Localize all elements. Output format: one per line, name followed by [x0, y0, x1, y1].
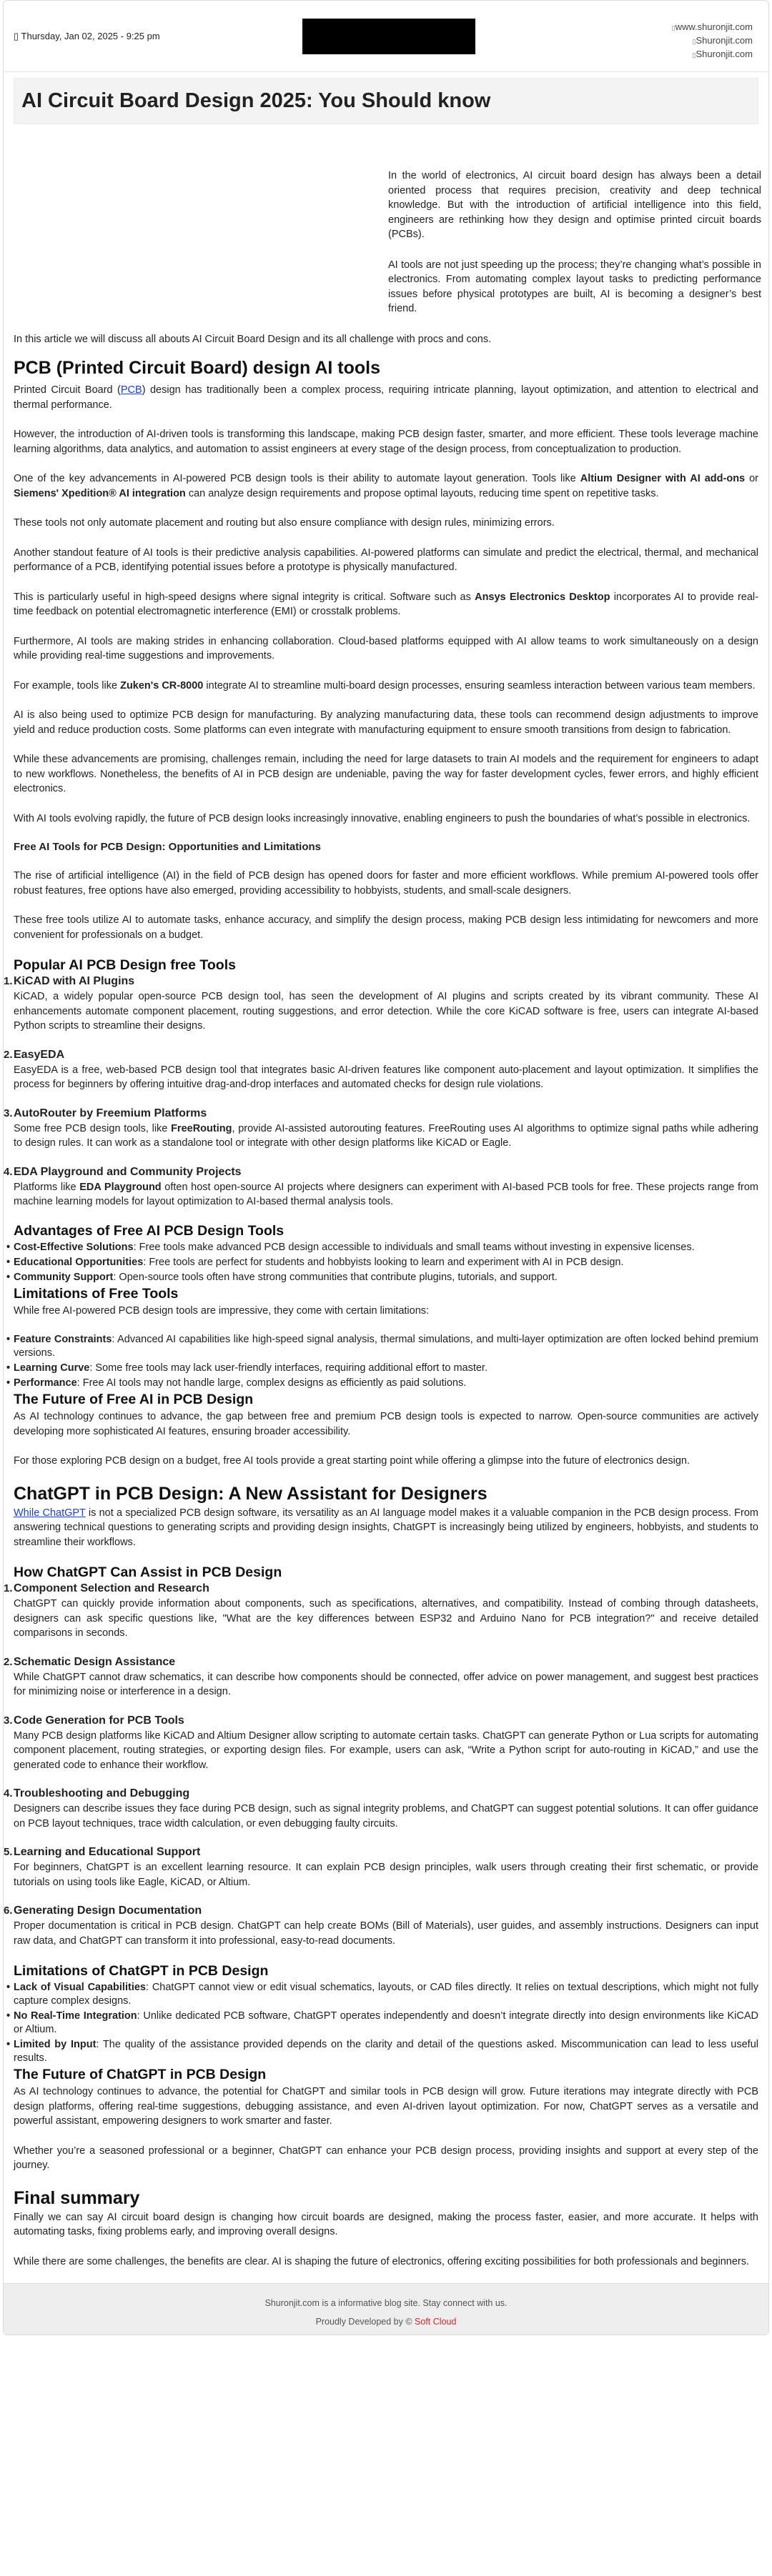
subsection-heading: Limitations of Free Tools — [14, 1285, 179, 1302]
footer-text: Shuronjit.com is a informative blog site. Stay connect with us. — [264, 2298, 508, 2308]
footer-credit: Proudly Developed by © Soft Cloud — [315, 2317, 457, 2327]
site-header — [4, 1, 768, 72]
item-text: Designers can describe issues they face during PCB design, such as signal integrity problems, and ChatGPT can suggest potential solutions. It can offer guidance on PCB layout techniques, trace width calculation, or even debugging faulty circuits. — [14, 1803, 758, 1829]
paragraph: As AI technology continues to advance, the potential for ChatGPT and similar tools in PCB design will grow. Future iterations may integrate directly with PCB design platforms, offering real-time suggestions, debugging assistance, and even AI-driven layout optimization. For now, ChatGPT serves as a versatile and powerful assistant, empowering designers to work smarter and faster. — [14, 2086, 758, 2127]
intro-paragraph: AI tools are not just speeding up the process; they’re changing what’s possible in electronics. From automating complex layout tasks to predicting performance issues before physical prototypes are built, AI is becoming a designer’s best friend. — [388, 259, 761, 314]
paragraph: With AI tools evolving rapidly, the future of PCB design looks increasingly innovative, enabling engineers to push the boundaries of what’s possible in electronics. — [14, 812, 751, 824]
article-title: AI Circuit Board Design 2025: You Should know — [14, 78, 758, 124]
chatgpt-link[interactable]: While ChatGPT — [14, 1507, 86, 1519]
list-item: 4. Troubleshooting and Debugging Designers can describe issues they face during PCB design, such as signal integrity problems, and ChatGPT can suggest potential solutions. It can offer guidance on PCB layout techniques, trace width calculation, or even debugging faulty circuits. — [14, 1787, 758, 1831]
item-heading: EasyEDA — [14, 1048, 65, 1061]
intro-paragraph: In the world of electronics, AI circuit board design has always been a detail oriented process that requires precision, creativity and deep technical knowledge. But with the introduction of artificial intelligence into this field, engineers are rethinking how they design and optimise printed circuit boards (PCBs). — [388, 170, 761, 240]
paragraph: This is particularly useful in high-speed designs where signal integrity is critical. Software such as Ansys Electronics Desktop incorporates AI to provide real-time feedback on potential electromagnetic interference (EMI) or crosstalk problems. — [14, 591, 758, 617]
item-heading: EDA Playground and Community Projects — [14, 1165, 242, 1178]
item-heading: Troubleshooting and Debugging — [14, 1787, 190, 1799]
lead-paragraph: In this article we will discuss all abouts AI Circuit Board Design and its all challenge with procs and cons. — [14, 333, 492, 345]
item-heading: Learning and Educational Support — [14, 1846, 201, 1858]
paragraph: Furthermore, AI tools are making strides in enhancing collaboration. Cloud-based platforms equipped with AI allow teams to work simultaneously on a design while providing real-time suggestions and improvements. — [14, 635, 758, 662]
item-text: ChatGPT can quickly provide information about components, such as specifications, alternatives, and compatibility. Instead of combing through datasheets, designers can ask specific questions like, "What are the key differences between ESP32 and Arduino Nano for PCB integration?" and receive detailed comparisons in seconds. — [14, 1598, 758, 1639]
page — [3, 0, 769, 2335]
section-heading: Final summary — [14, 2187, 140, 2208]
item-text: EasyEDA is a free, web-based PCB design tool that integrates basic AI-driven features like component auto-placement and layout optimization. It simplifies the process for beginners by offering intuitive drag-and-drop interfaces and automated checks for design rule violations. — [14, 1064, 758, 1090]
paragraph: These free tools utilize AI to automate tasks, enhance accuracy, and simplify the design process, making PCB design less intimidating for newcomers and more convenient for professionals on a budget. — [14, 914, 758, 941]
item-heading: AutoRouter by Freemium Platforms — [14, 1107, 207, 1119]
subsection-heading: How ChatGPT Can Assist in PCB Design — [14, 1564, 282, 1580]
site-logo[interactable] — [302, 19, 475, 54]
header-link[interactable]: ▯ www.shuronjit.com — [672, 21, 753, 34]
list-item: 4. EDA Playground and Community Projects Platforms like EDA Playground often host open-source AI projects where designers can experiment with AI-based PCB tools for free. These projects range from machine learning models for layout optimization to AI-based thermal analysis tools. — [14, 1166, 758, 1209]
article-content — [4, 78, 768, 2283]
list-item: • Educational Opportunities: Free tools are perfect for students and hobbyists looking to learn and experiment with AI in PCB design. — [14, 1256, 758, 1269]
list-item: 3. Code Generation for PCB Tools Many PCB design platforms like KiCAD and Altium Designer allow scripting to automate certain tasks. ChatGPT can generate Python or Lua scripts for automating component placement, routing strategies, or exporting design files. For example, users can ask, “Write a Python script for auto-routing in KiCAD,” and use the generated code to enhance their workflow. — [14, 1714, 758, 1773]
calendar-icon: ▯ — [14, 31, 21, 41]
item-text: For beginners, ChatGPT is an excellent learning resource. It can explain PCB design principles, walk users through creating their first schematic, or provide tutorials on using tools like Eagle, KiCAD, or Altium. — [14, 1862, 758, 1888]
header-links — [672, 21, 753, 61]
item-text: Some free PCB design tools, like FreeRouting, provide AI-assisted autorouting features. FreeRouting uses AI algorithms to optimize signal paths while adhering to design rules. It can work as a standalone tool or integrate with other design platforms like KiCAD or Eagle. — [14, 1122, 758, 1149]
item-heading: Schematic Design Assistance — [14, 1655, 176, 1668]
header-link[interactable]: ▯ Shuronjit.com — [672, 34, 753, 48]
paragraph: For example, tools like Zuken's CR-8000 integrate AI to streamline multi-board design processes, ensuring seamless interaction between various team members. — [14, 679, 756, 692]
item-text: Proper documentation is critical in PCB design. ChatGPT can help create BOMs (Bill of Materials), user guides, and assembly instructions. Designers can input raw data, and ChatGPT can transform it into professional, easy-to-read documents. — [14, 1920, 758, 1947]
list-item: • Feature Constraints: Advanced AI capabilities like high-speed signal analysis, thermal simulations, and multi-layer optimization are often locked behind premium versions. — [14, 1333, 758, 1360]
header-date: ▯ Thursday, Jan 02, 2025 - 9:25 pm — [14, 31, 160, 41]
advantages-list — [14, 1241, 758, 1284]
paragraph: Finally we can say AI circuit board design is changing how circuit boards are designed, making the process faster, easier, and more accurate. It helps with automating tasks, fixing problems early, and improving overall designs. — [14, 2211, 758, 2237]
paragraph: While there are some challenges, the benefits are clear. AI is shaping the future of electronics, offering exciting possibilities for both professionals and beginners. — [14, 2255, 750, 2267]
list-item: • Lack of Visual Capabilities: ChatGPT cannot view or edit visual schematics, layouts, or CAD files directly. It relies on textual descriptions, which might not fully capture complex designs. — [14, 1981, 758, 2008]
item-text: KiCAD, a widely popular open-source PCB design tool, has seen the development of AI plugins and scripts created by its vibrant community. These AI enhancements automate component placement, routing suggestions, and error detection. While the core KiCAD software is free, users can integrate AI-based Python scripts to streamline their designs. — [14, 991, 758, 1032]
section-heading: PCB (Printed Circuit Board) design AI tools — [14, 358, 380, 378]
paragraph: While these advancements are promising, challenges remain, including the need for large datasets to train AI models and the requirement for engineers to adapt to new workflows. Nonetheless, the benefits of AI in PCB design are undeniable, paving the way for faster development cycles, fewer errors, and highly efficient electronics. — [14, 754, 758, 794]
list-item: 6. Generating Design Documentation Proper documentation is critical in PCB design. ChatGPT can help create BOMs (Bill of Materials), user guides, and assembly instructions. Designers can input raw data, and ChatGPT can transform it into professional, easy-to-read documents. — [14, 1904, 758, 1948]
limitations-list — [14, 1981, 758, 2065]
list-item: 1. Component Selection and Research ChatGPT can quickly provide information about components, such as specifications, alternatives, and compatibility. Instead of combing through datasheets, designers can ask specific questions like, "What are the key differences between ESP32 and Arduino Nano for PCB integration?" and receive detailed comparisons in seconds. — [14, 1582, 758, 1641]
paragraph: AI is also being used to optimize PCB design for manufacturing. By analyzing manufacturing data, these tools can recommend design adjustments to improve yield and reduce production costs. Some platforms can even integrate with manufacturing equipment to ensure smooth transitions from design to fabrication. — [14, 709, 758, 736]
limitations-list — [14, 1333, 758, 1390]
paragraph: Another standout feature of AI tools is their predictive analysis capabilities. AI-powered platforms can simulate and predict the electrical, thermal, and mechanical performance of a PCB, identifying potential issues before a prototype is physically manufactured. — [14, 546, 758, 573]
paragraph: The rise of artificial intelligence (AI) in the field of PCB design has opened doors for faster and more efficient workflows. While premium AI-powered tools offer robust features, free options have also emerged, providing accessibility to hobbyists, students, and small-scale designers. — [14, 870, 758, 897]
list-item: • Limited by Input: The quality of the assistance provided depends on the clarity and detail of the questions asked. Miscommunication can lead to less useful results. — [14, 2038, 758, 2065]
item-text: Many PCB design platforms like KiCAD and Altium Designer allow scripting to automate certain tasks. ChatGPT can generate Python or Lua scripts for automating component placement, routing strategies, or exporting design files. For example, users can ask, “Write a Python script for auto-routing in KiCAD,” and use the generated code to enhance their workflow. — [14, 1729, 758, 1771]
site-footer — [4, 2283, 768, 2335]
subsection-heading: Popular AI PCB Design free Tools — [14, 957, 236, 973]
paragraph: One of the key advancements in AI-powered PCB design tools is their ability to automate layout generation. Tools like Altium Designer with AI add-ons or Siemens' Xpedition® AI integration can analyze design requirements and propose optimal layouts, reducing time spent on repetitive tasks. — [14, 473, 758, 499]
list-item: 1. KiCAD with AI Plugins KiCAD, a widely popular open-source PCB design tool, has seen the development of AI plugins and scripts created by its vibrant community. These AI enhancements automate component placement, routing suggestions, and error detection. While the core KiCAD software is free, users can integrate AI-based Python scripts to streamline their designs. — [14, 975, 758, 1034]
paragraph: As AI technology continues to advance, the gap between free and premium PCB design tools is expected to narrow. Open-source communities are actively developing more sophisticated AI features, ensuring broader accessibility. — [14, 1411, 758, 1437]
list-item: 2. EasyEDA EasyEDA is a free, web-based PCB design tool that integrates basic AI-driven features like component auto-placement and layout optimization. It simplifies the process for beginners by offering intuitive drag-and-drop interfaces and automated checks for design rule violations. — [14, 1049, 758, 1092]
subsection-heading: The Future of ChatGPT in PCB Design — [14, 2067, 267, 2082]
developer-link[interactable]: Soft Cloud — [415, 2317, 457, 2327]
item-heading: Component Selection and Research — [14, 1582, 209, 1594]
paragraph: Printed Circuit Board (PCB) design has traditionally been a complex process, requiring intricate planning, layout optimization, and attention to electrical and thermal performance. — [14, 384, 759, 411]
list-item: 3. AutoRouter by Freemium Platforms Some free PCB design tools, like FreeRouting, provide AI-assisted autorouting features. FreeRouting uses AI algorithms to optimize signal paths while adhering to design rules. It can work as a standalone tool or integrate with other design platforms like KiCAD or Eagle. — [14, 1107, 758, 1151]
section-heading: ChatGPT in PCB Design: A New Assistant for Designers — [14, 1483, 488, 1504]
pcb-link[interactable]: PCB — [120, 384, 142, 396]
header-link[interactable]: ▯ Shuronjit.com — [672, 48, 753, 61]
list-item: • No Real-Time Integration: Unlike dedicated PCB software, ChatGPT operates independently and doesn’t integrate directly into design environments like KiCAD or Altium. — [14, 2010, 758, 2037]
item-text: Platforms like EDA Playground often host open-source AI projects where designers can experiment with AI-based PCB tools for free. These projects range from machine learning models for layout optimization to AI-based thermal analysis tools. — [14, 1181, 758, 1207]
list-item: 5. Learning and Educational Support For beginners, ChatGPT is an excellent learning resource. It can explain PCB design principles, walk users through creating their first schematic, or provide tutorials on using tools like Eagle, KiCAD, or Altium. — [14, 1846, 758, 1889]
subsection-heading: Limitations of ChatGPT in PCB Design — [14, 1963, 269, 1979]
item-text: While ChatGPT cannot draw schematics, it can describe how components should be connected, offer advice on power management, and suggest best practices for minimizing noise or interference in a design. — [14, 1671, 758, 1697]
list-item: • Performance: Free AI tools may not handle large, complex designs as efficiently as paid solutions. — [14, 1377, 758, 1390]
item-heading: Generating Design Documentation — [14, 1904, 202, 1917]
paragraph: However, the introduction of AI-driven tools is transforming this landscape, making PCB design faster, smarter, and more efficient. These tools leverage machine learning algorithms, data analytics, and automation to assist engineers at every stage of the design process, from conceptualization to production. — [14, 429, 758, 455]
paragraph: For those exploring PCB design on a budget, free AI tools provide a great starting point while offering a glimpse into the future of electronics design. — [14, 1455, 691, 1467]
paragraph: While free AI-powered PCB design tools are impressive, they come with certain limitations: — [14, 1304, 430, 1317]
list-item: • Learning Curve: Some free tools may lack user-friendly interfaces, requiring additional effort to master. — [14, 1362, 758, 1375]
paragraph: Whether you’re a seasoned professional or a beginner, ChatGPT can enhance your PCB design process, providing insights and support at every step of the journey. — [14, 2145, 758, 2171]
subsection-heading: Advantages of Free AI PCB Design Tools — [14, 1222, 284, 1239]
item-heading: KiCAD with AI Plugins — [14, 975, 135, 987]
list-item: • Cost-Effective Solutions: Free tools make advanced PCB design accessible to individuals and small teams without investing in expensive licenses. — [14, 1241, 758, 1254]
paragraph: These tools not only automate placement and routing but also ensure compliance with design rules, minimizing errors. — [14, 517, 555, 529]
item-heading: Code Generation for PCB Tools — [14, 1714, 184, 1727]
subsection-heading: The Future of Free AI in PCB Design — [14, 1392, 254, 1407]
paragraph: While ChatGPT is not a specialized PCB design software, its versatility as an AI language model makes it a valuable companion in the PCB design process. From answering technical questions to generating scripts and providing design insights, ChatGPT is increasingly being utilized by engineers, hobbyists, and students to streamline their workflows. — [14, 1507, 758, 1548]
subsection-heading: Free AI Tools for PCB Design: Opportunities and Limitations — [14, 841, 322, 853]
list-item: • Community Support: Open-source tools often have strong communities that contribute plugins, tutorials, and support. — [14, 1271, 758, 1284]
intro-block — [388, 169, 761, 316]
list-item: 2. Schematic Design Assistance While ChatGPT cannot draw schematics, it can describe how components should be connected, offer advice on power management, and suggest best practices for minimizing noise or interference in a design. — [14, 1656, 758, 1699]
